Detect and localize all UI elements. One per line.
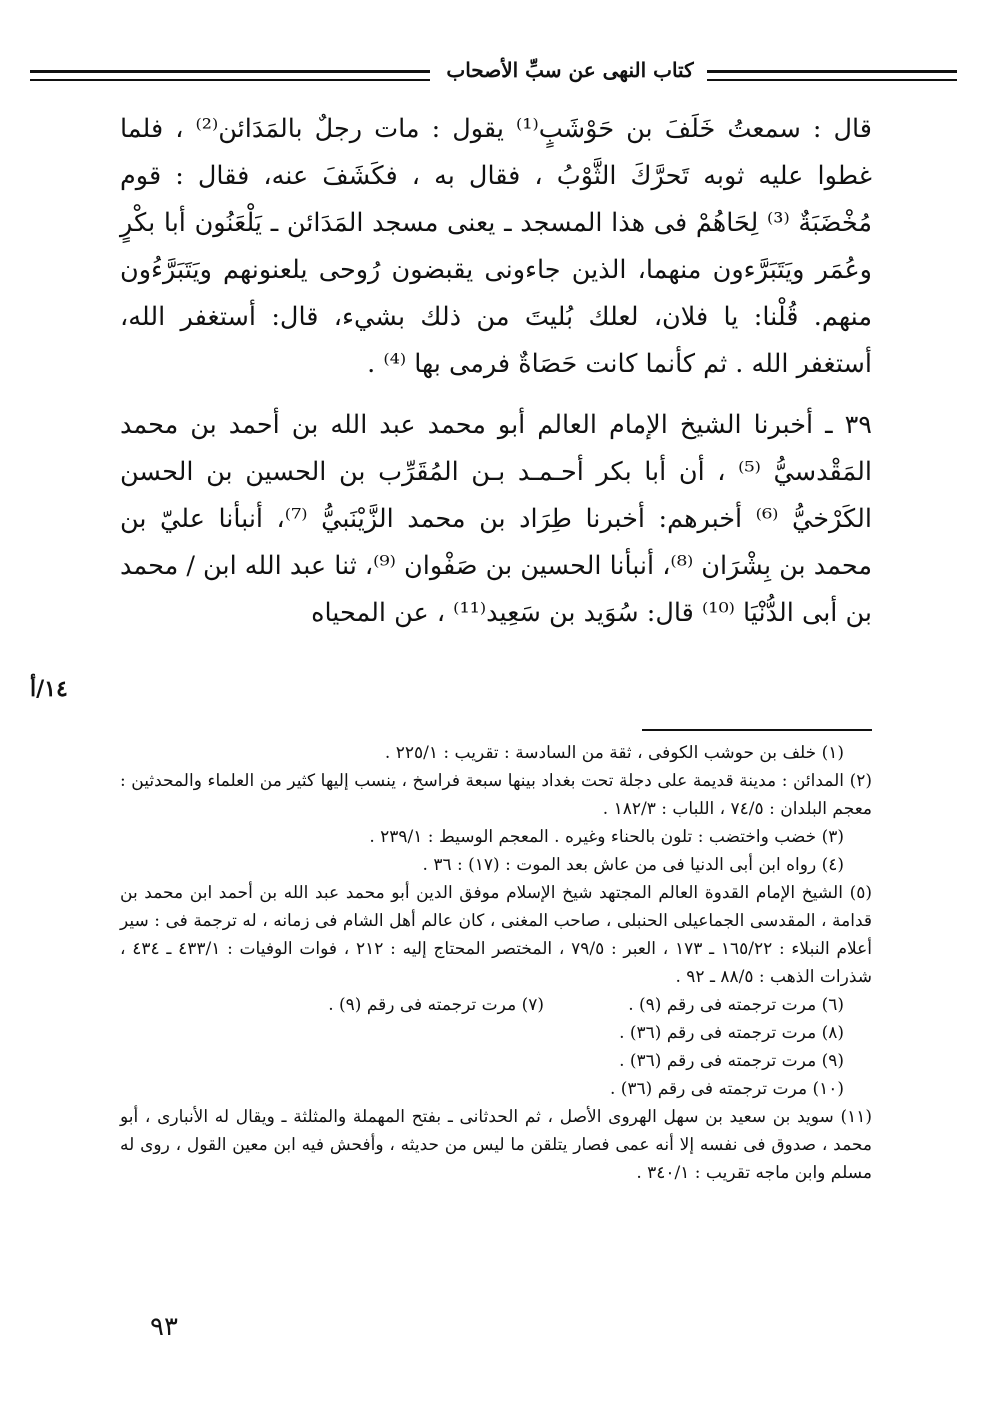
footnote-10: (١٠) مرت ترجمته فى رقم (٣٦) . [609, 1079, 844, 1099]
header-rule-left [30, 70, 430, 81]
footnote-1: (١) خلف بن حوشب الكوفى ، ثقة من السادسة : تقريب : ٢٢٥/١ . [384, 743, 844, 763]
footnote-5: (٥) الشيخ الإمام القدوة العالم المجتهد شيخ الإسلام موفق الدين أبو محمد عبد الله بن أحمد ابن محمد بن قدامة ، المقدسى الجماعيلى الحنبلى ، صاحب المغنى ، كان عالم أهل الشام فى زمانه ، له ترجمة فى : سير أعلام النبلاء : ١٦٥/٢٢ ـ ١٧٣ ، العبر : ٧٩/٥ ، المختصر المحتاج إليه : ٢١٢ ، فوات الوفيات : ٤٣٣/١ ـ ٤٣٤ ، شذرات الذهب : ٨٨/٥ ـ ٩٢ . [120, 883, 872, 987]
footnote-7: (٧) مرت ترجمته فى رقم (٩) . [328, 995, 544, 1015]
margin-folio-note: ١٤/أ [30, 676, 68, 702]
footnote-11: (١١) سويد بن سعيد بن سهل الهروى الأصل ، ثم الحدثانى ـ بفتح المهملة والمثلثة ـ ويقال له الأنبارى ، أبو محمد ، صدوق فى نفسه إلا أنه عمى فصار يتلقن ما ليس من حديثه ، وأفحش فيه ابن معين القول ، روى له مسلم وابن ماجه تقريب : ٣٤٠/١ . [120, 1107, 873, 1183]
footnote-6-7-row [120, 991, 872, 1019]
main-text [120, 106, 872, 637]
paragraph-2: ٣٩ ـ أخبرنا الشيخ الإمام العالم أبو محمد عبد الله بن أحمد بن محمد المَقْدسيُّ ⁽⁵⁾ ، أن أبا بكر أحـمـد بـن المُقَرِّب بن الحسين بن الحسن الكَرْخيُّ ⁽⁶⁾ أخبرهم: أخبرنا طِرَاد بن محمد الزَّيْنَبيُّ ⁽⁷⁾، أنبأنا عليّ بن محمد بن بِشْرَان ⁽⁸⁾، أنبأنا الحسين بن صَفْوان ⁽⁹⁾، ثنا عبد الله ابن / محمد بن أبى الدُّنْيَا ⁽¹⁰⁾ قال: سُوَيد بن سَعِيد⁽¹¹⁾ ، عن المحياه [120, 410, 873, 628]
paragraph-1: قال : سمعتُ خَلَفَ بن حَوْشَبٍ⁽¹⁾ يقول : مات رجلٌ بالمَدَائن⁽²⁾ ، فلما غطوا عليه ثوبه تَحرَّكَ الثَّوْبُ ، فقال به ، فكَشَفَ عنه، فقال : قوم مُخْضَبَةٌ ⁽³⁾ لِحَاهُمْ فى هذا المسجد ـ يعنى مسجد المَدَائن ـ يَلْعَنُون أبا بكْرٍ وعُمَر ويَتَبَرَّءون منهما، الذين جاءونى يقبضون رُوحى يلعنونهم ويَتَبَرَّءُون منهم. قُلْنا: يا فلان، لعلك بُليتَ من ذلك بشيء، قال: أستغفر الله، أستغفر الله . ثم كأنما كانت حَصَاةٌ فرمى بها ⁽⁴⁾ . [120, 114, 872, 379]
footnote-6: (٦) مرت ترجمته فى رقم (٩) . [628, 995, 844, 1015]
page-number: ٩٣ [150, 1312, 178, 1342]
running-title: كتاب النهى عن سبِّ الأصحاب [446, 58, 694, 82]
footnote-8: (٨) مرت ترجمته فى رقم (٣٦) . [619, 1023, 844, 1043]
footnotes [120, 739, 872, 1187]
page-header [30, 58, 957, 98]
footnote-3: (٣) خضب واختضب : تلون بالحناء وغيره . المعجم الوسيط : ٢٣٩/١ . [369, 827, 844, 847]
footnote-9: (٩) مرت ترجمته فى رقم (٣٦) . [619, 1051, 844, 1071]
footnote-4: (٤) رواه ابن أبى الدنيا فى من عاش بعد الموت : (١٧) : ٣٦ . [422, 855, 844, 875]
footnote-separator [642, 729, 872, 731]
footnote-2: (٢) المدائن : مدينة قديمة على دجلة تحت بغداد بينها سبعة فراسخ ، ينسب إليها كثير من العلماء والمحدثين : معجم البلدان : ٧٤/٥ ، اللباب : ١٨٢/٣ . [120, 771, 872, 819]
header-rule-right [707, 70, 957, 81]
